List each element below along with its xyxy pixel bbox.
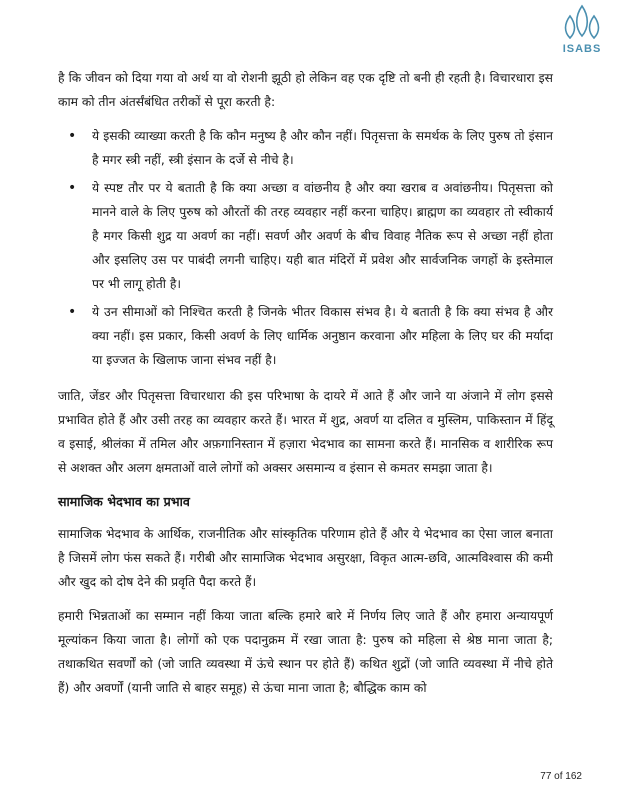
logo-text: ISABS xyxy=(562,43,602,55)
list-item: • ये स्पष्ट तौर पर ये बताती है कि क्या अच्छा व वांछनीय है और क्या खराब व अवांछनीय। पितृसत्ता को मानने वाले के लिए पुरुष को औरतों की तरह व्यवहार नहीं करना चाहिए। ब्राह्मण का व्यवहार तो स्वीकार्य है मगर किसी शुद्र या अवर्ण का नहीं। सवर्ण और अवर्ण के बीच विवाह नैतिक रूप से अच्छा नहीं होता और इसलिए उस पर पाबंदी लगनी चाहिए। यही बात मंदिरों में प्रवेश और सार्वजनिक जगहों के इस्तेमाल पर भी लागू होती है। xyxy=(92,176,553,296)
body-paragraph: जाति, जेंडर और पितृसत्ता विचारधारा की इस परिभाषा के दायरे में आते हैं और जाने या अंजाने में लोग इससे प्रभावित होते हैं और उसी तरह का व्यवहार करते हैं। भारत में शुद्र, अवर्ण या दलित व मुस्लिम, पाकिस्तान में हिंदू व इसाई, श्रीलंका में तमिल और अफ़गानिस्तान में हज़ारा भेदभाव का सामना करते हैं। मानसिक व शारीरिक रूप से अशक्त और अलग क्षमताओं वाले लोगों को अक्सर असमान्य व इंसान से कमतर समझा जाता है। xyxy=(58,389,553,475)
isabs-logo xyxy=(554,2,610,62)
list-item: • ये उन सीमाओं को निश्चित करती है जिनके भीतर विकास संभव है। ये बताती है कि क्या संभव है और क्या नहीं। इस प्रकार, किसी अवर्ण के लिए धार्मिक अनुष्ठान करवाना और महिला के लिए घर की मर्यादा या इज्जत के खिलाफ जाना संभव नहीं है। xyxy=(92,300,553,372)
intro-paragraph: है कि जीवन को दिया गया वो अर्थ या वो रोशनी झूठी हो लेकिन वह एक दृष्टि तो बनी ही रहती है। विचारधारा इस काम को तीन अंतर्संबंधित तरीकों से पूरा करती है: xyxy=(58,71,553,109)
document-body xyxy=(58,66,553,710)
bullet-list xyxy=(58,124,553,372)
isabs-logo-icon xyxy=(560,2,604,42)
list-item: • ये इसकी व्याख्या करती है कि कौन मनुष्य है और कौन नहीं। पितृसत्ता के समर्थक के लिए पुरुष तो इंसान है मगर स्त्री नहीं, स्त्री इंसान के दर्जे से नीचे है। xyxy=(92,124,553,172)
body-paragraph: सामाजिक भेदभाव के आर्थिक, राजनीतिक और सांस्कृतिक परिणाम होते हैं और ये भेदभाव का ऐसा जाल बनाता है जिसमें लोग फंस सकते हैं। गरीबी और सामाजिक भेदभाव असुरक्षा, विकृत आत्म-छवि, आत्मविश्वास की कमी और खुद को दोष देने की प्रवृति पैदा करते हैं। xyxy=(58,527,553,589)
section-heading: सामाजिक भेदभाव का प्रभाव xyxy=(58,494,190,509)
page-number: 77 of 162 xyxy=(540,771,582,782)
body-paragraph: हमारी भिन्नताओं का सम्मान नहीं किया जाता बल्कि हमारे बारे में निर्णय लिए जाते हैं और हमारा अन्यायपूर्ण मूल्यांकन किया जाता है। लोगों को एक पदानुक्रम में रखा जाता है: पुरुष को महिला से श्रेष्ठ माना जाता है; तथाकथित सवर्णों को (जो जाति व्यवस्था में ऊंचे स्थान पर होते हैं) कथित शुद्रों (जो जाति व्यवस्था में नीचे होते हैं) और अवर्णों (यानी जाति से बाहर समूह) से ऊंचा माना जाता है; बौद्धिक काम को xyxy=(58,609,553,695)
